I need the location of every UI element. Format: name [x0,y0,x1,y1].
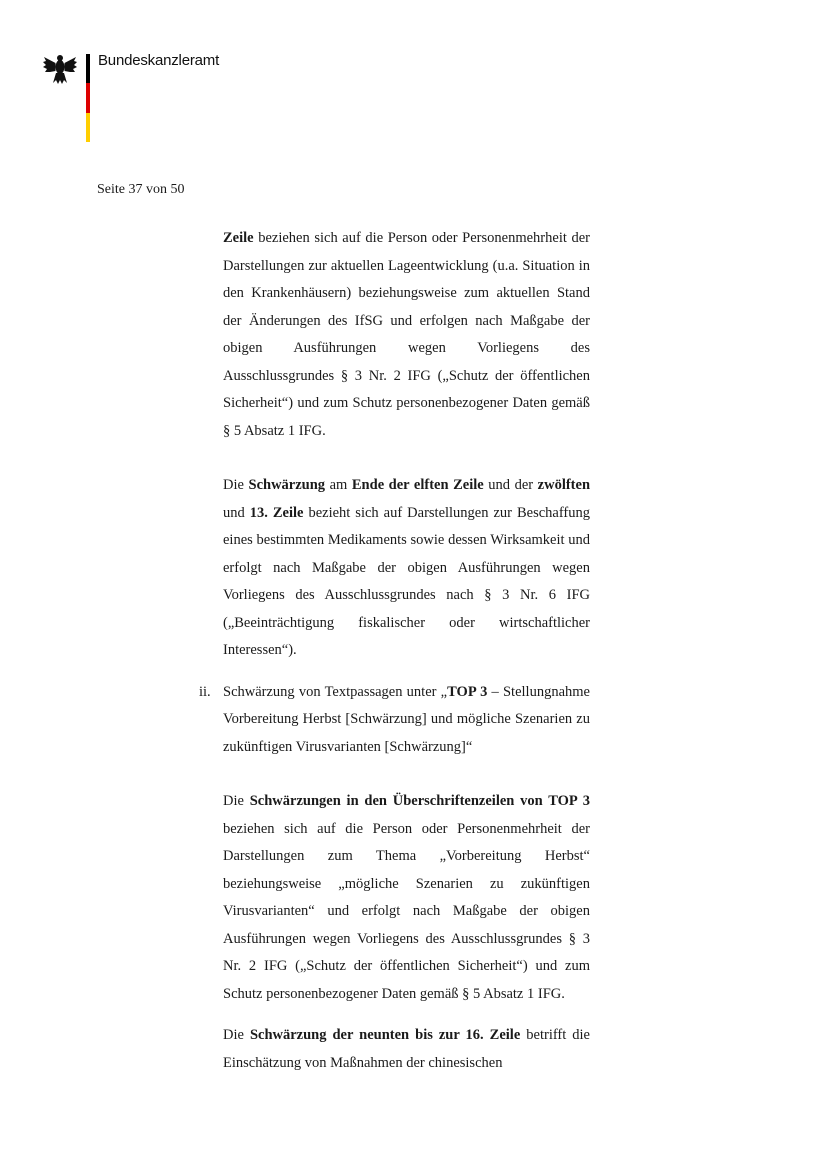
text-run: Die [223,477,249,493]
paragraph-2 [223,472,590,665]
text-run: Die [223,793,250,809]
bold-text-run: zwölften [537,477,591,493]
flag-stripe-gold [86,113,90,142]
flag-stripe-black [86,54,90,83]
paragraph-3 [223,788,590,1008]
text-run: – Stellungnahme Vorbereitung Herbst [Schwärzung] und mögliche Szenarien zu zukünftigen Virusvarianten [Schwärzung]“ [223,683,590,755]
text-run: beziehen sich auf die Person oder Personenmehrheit der Darstellungen zum Thema „Vorbereitung Herbst“ beziehungsweise „mögliche Szenarien zu zukünftigen Virusvarianten“ und erfolgt nach Maßgabe der obigen Ausführungen wegen Vorliegens des Ausschlussgrundes § 3 Nr. 2 IFG („Schutz der öffentlichen Sicherheit“) und zum Schutz personenbezogener Daten gemäß § 5 Absatz 1 IFG. [223,820,590,1002]
document-body [199,225,591,1077]
paragraph-1 [223,225,590,445]
text-run: betrifft die Einschätzung von Maßnahmen der chinesischen [223,1027,590,1071]
org-name: Bundeskanzleramt [98,52,220,69]
list-item-text [223,679,590,762]
text-run: und der [483,477,538,493]
bold-text-run: Schwärzung [248,477,326,493]
text-run: und [223,504,250,521]
bold-text-run: Ende der elften Zeile [351,477,484,493]
list-item-ii [199,679,590,762]
bold-text-run: 13. Zeile [249,504,304,521]
list-number: ii. [199,683,211,700]
bold-text-run: Schwärzung der neunten bis zur 16. Zeile [249,1027,521,1043]
flag-bar [86,54,90,142]
text-run: am [325,477,352,493]
bold-text-run: Zeile [223,230,254,246]
text-run: beziehen sich auf die Person oder Personenmehrheit der Darstellungen zur aktuellen Lageentwicklung (u.a. Situation in den Krankenhäusern) beziehungsweise zum aktuellen Stand der Änderungen des IfSG und erfolgen nach Maßgabe der obigen Ausführungen wegen Vorliegens des Ausschlussgrundes § 3 Nr. 2 IFG („Schutz der öffentlichen Sicherheit“) und zum Schutz personenbezogener Daten gemäß § 5 Absatz 1 IFG. [223,230,590,439]
federal-eagle-icon [42,53,78,87]
bold-text-run: TOP 3 [447,683,488,700]
text-run: Schwärzung von Textpassagen unter „ [223,683,448,700]
text-run: Die [223,1027,250,1043]
bold-text-run: Schwärzungen in den Überschriftenzeilen von TOP 3 [249,793,590,809]
flag-stripe-red [86,83,90,112]
paragraph-4 [223,1022,590,1077]
page-number: Seite 37 von 50 [97,182,185,197]
text-run: bezieht sich auf Darstellungen zur Beschaffung eines bestimmten Medikaments sowie dessen Wirksamkeit und erfolgt nach Maßgabe der obigen Ausführungen wegen Vorliegens des Ausschlussgrundes nach § 3 Nr. 6 IFG („Beeinträchtigung fiskalischer oder wirtschaftlicher Interessen“). [223,504,591,658]
